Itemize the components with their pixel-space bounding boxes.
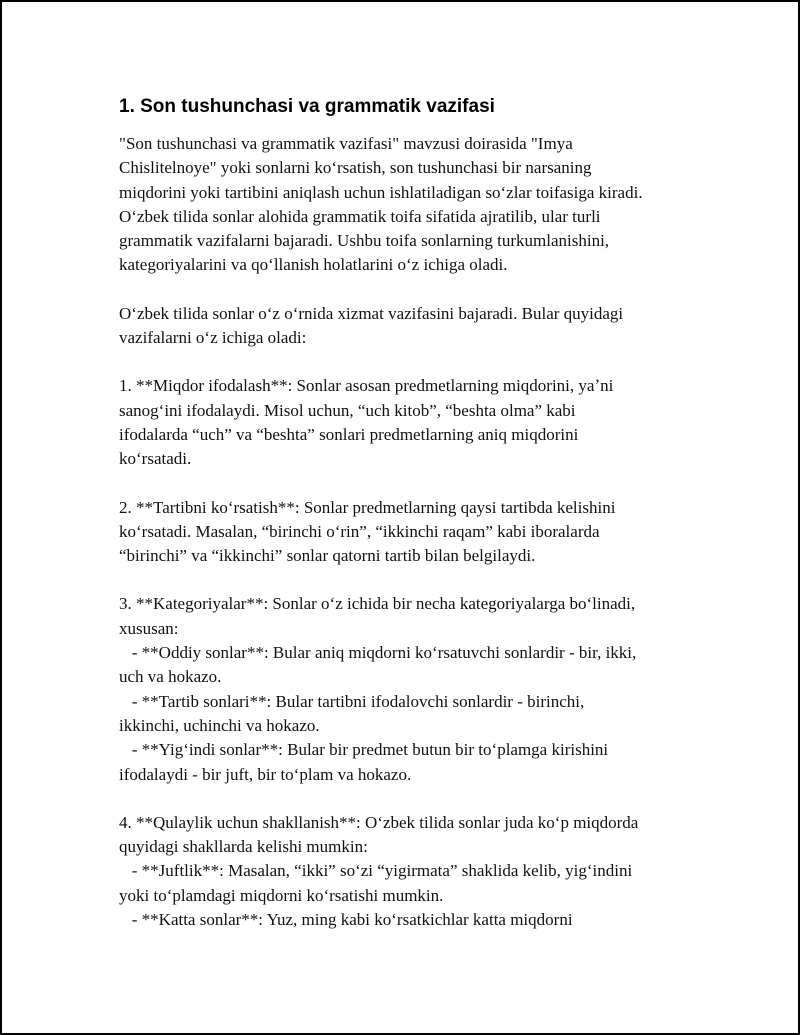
text-line: 3. **Kategoriyalar**: Sonlar oʻz ichida bir necha kategoriyalarga boʻlinadi, <box>119 594 636 614</box>
text-line: sanogʻini ifodalaydi. Misol uchun, “uch kitob”, “beshta olma” kabi <box>119 400 576 420</box>
text-line: uch va hokazo. <box>119 667 222 687</box>
text-line: 2. **Tartibni koʻrsatish**: Sonlar predmetlarning qaysi tartibda kelishini <box>119 497 616 517</box>
text-line: 1. **Miqdor ifodalash**: Sonlar asosan predmetlarning miqdorini, yaʼni <box>119 376 614 396</box>
text-line: Oʻzbek tilida sonlar oʻz oʻrnida xizmat vazifasini bajaradi. Bular quyidagi <box>119 303 624 323</box>
text-line: vazifalarni oʻz ichiga oladi: <box>119 328 307 348</box>
text-line: ifodalarda “uch” va “beshta” sonlari predmetlarning aniq miqdorini <box>119 424 579 444</box>
paragraph-functions <box>119 302 699 351</box>
text-line: “birinchi” va “ikkinchi” sonlar qatorni tartib bilan belgilaydi. <box>119 546 536 566</box>
text-line: kategoriyalarini va qoʻllanish holatlarini oʻz ichiga oladi. <box>119 255 508 275</box>
sub-item-line: - **Yigʻindi sonlar**: Bular bir predmet butun bir toʻplamga kirishini <box>119 740 609 760</box>
text-line: "Son tushunchasi va grammatik vazifasi" mavzusi doirasida "Imya <box>119 134 573 153</box>
text-line: yoki toʻplamdagi miqdorni koʻrsatishi mumkin. <box>119 885 444 905</box>
sub-item-line: - **Juftlik**: Masalan, “ikki” soʻzi “yigirmata” shaklida kelib, yigʻindini <box>119 861 633 881</box>
text-line: Oʻzbek tilida sonlar alohida grammatik toifa sifatida ajratilib, ular turli <box>119 206 601 226</box>
list-item-order <box>119 496 699 569</box>
text-line: ifodalaydi - bir juft, bir toʻplam va hokazo. <box>119 764 412 784</box>
text-line: ikkinchi, uchinchi va hokazo. <box>119 715 320 735</box>
list-item-categories <box>119 592 699 786</box>
list-item-formation <box>119 811 699 932</box>
sub-item-line: - **Tartib sonlari**: Bular tartibni ifodalovchi sonlardir - birinchi, <box>119 691 585 711</box>
text-line: miqdorini yoki tartibini aniqlash uchun ishlatiladigan soʻzlar toifasiga kiradi. <box>119 182 643 202</box>
sub-item-line: - **Oddiy sonlar**: Bular aniq miqdorni koʻrsatuvchi sonlardir - bir, ikki, <box>119 643 637 663</box>
sub-item-line: - **Katta sonlar**: Yuz, ming kabi koʻrsatkichlar katta miqdorni <box>119 910 573 930</box>
list-item-quantity <box>119 374 699 471</box>
section-heading: 1. Son tushunchasi va grammatik vazifasi <box>119 96 495 117</box>
text-line: quyidagi shakllarda kelishi mumkin: <box>119 837 368 857</box>
text-line: Chislitelnoye" yoki sonlarni koʻrsatish, son tushunchasi bir narsaning <box>119 158 592 178</box>
text-line: xususan: <box>119 618 179 638</box>
text-line: koʻrsatadi. Masalan, “birinchi oʻrin”, “ikkinchi raqam” kabi iboralarda <box>119 521 600 541</box>
text-line: koʻrsatadi. <box>119 449 192 469</box>
document-body <box>119 94 699 956</box>
paragraph-intro <box>119 132 699 278</box>
text-line: 4. **Qulaylik uchun shakllanish**: Oʻzbek tilida sonlar juda koʻp miqdorda <box>119 812 639 832</box>
text-line: grammatik vazifalarni bajaradi. Ushbu toifa sonlarning turkumlanishini, <box>119 231 610 251</box>
